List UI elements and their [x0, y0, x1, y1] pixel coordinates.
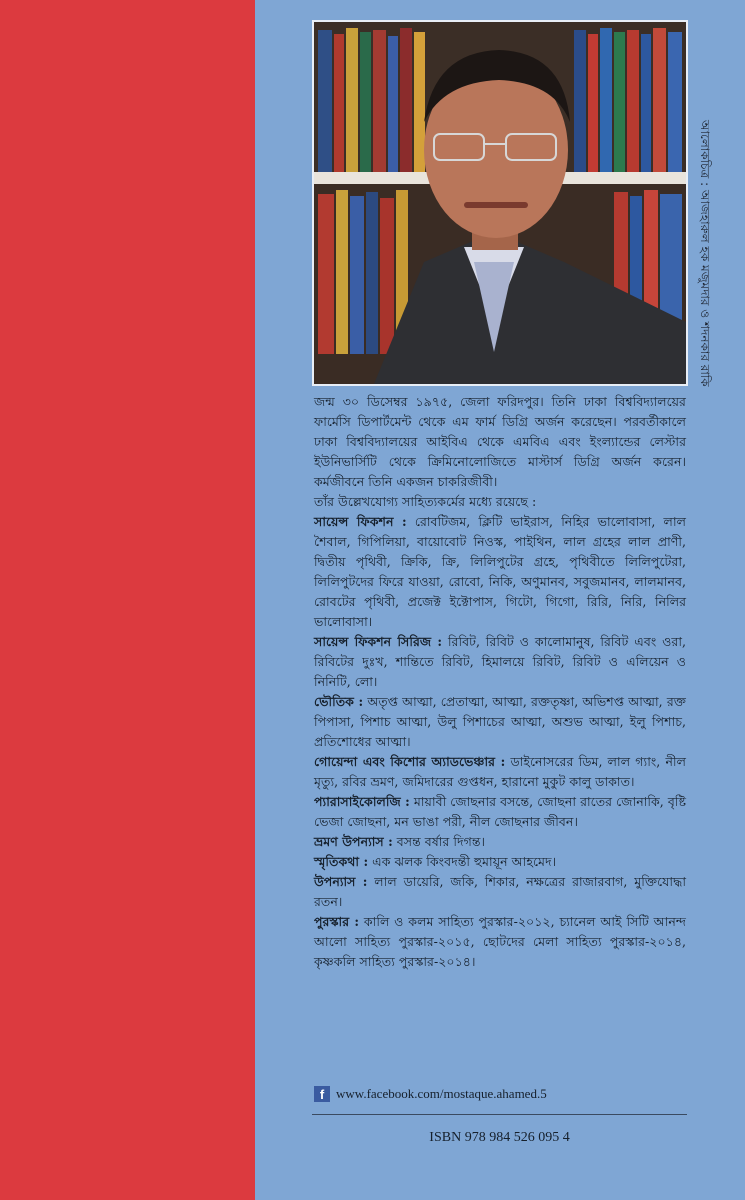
category-title: সায়েন্স ফিকশন সিরিজ : [314, 634, 443, 649]
facebook-link[interactable] [314, 1086, 547, 1102]
category-travel-novel [314, 832, 686, 852]
category-title: স্মৃতিকথা : [314, 854, 369, 869]
category-items: মায়াবী জোছনার বসন্তে, জোছনা রাতের জোনাকি, বৃষ্টি ভেজা জোছনা, মন ভাঙা পরী, নীল জোছনার জীবন। [314, 794, 686, 829]
photo-credit: আলোকচিত্র : আজহারুল হক মজুমদার ও শদনকার রাকি [698, 120, 712, 387]
red-spine [0, 0, 255, 1200]
category-title: ভৌতিক : [314, 694, 364, 709]
bio-intro: জন্ম ৩০ ডিসেম্বর ১৯৭৫, জেলা ফরিদপুর। তিনি ঢাকা বিশ্ববিদ্যালয়ের ফার্মেসি ডিপার্টমেন্ট থেকে এম ফার্ম ডিগ্রি অর্জন করেছেন। পরবর্তীকালে ঢাকা বিশ্ববিদ্যালয়ের আইবিএ থেকে এমবিএ এবং ইংল্যান্ডের লেস্টার ইউনিভার্সিটি থেকে ক্রিমিনোলোজিতে মাস্টার্স ডিগ্রি অর্জন করেন। কর্মজীবনে তিনি একজন চাকরিজীবী। [314, 394, 686, 489]
category-parapsychology [314, 792, 686, 832]
category-title: ভ্রমণ উপন্যাস : [314, 834, 393, 849]
divider [312, 1114, 687, 1115]
category-title: গোয়েন্দা এবং কিশোর অ্যাডভেঞ্চার : [314, 754, 506, 769]
category-science-fiction [314, 512, 686, 632]
category-horror [314, 692, 686, 752]
works-intro: তাঁর উল্লেখযোগ্য সাহিত্যকর্মের মধ্যে রয়েছে : [314, 494, 537, 509]
isbn-text: ISBN 978 984 526 095 4 [429, 1130, 570, 1145]
category-title: উপন্যাস : [314, 874, 368, 889]
category-items: কালি ও কলম সাহিত্য পুরস্কার-২০১২, চ্যানেল আই সিটি আনন্দ আলো সাহিত্য পুরস্কার-২০১৫, ছোটদের মেলা সাহিত্য পুরস্কার-২০১৪, কৃষ্ণকলি সাহিত্য পুরস্কার-২০১৪। [314, 914, 686, 969]
category-awards [314, 912, 686, 972]
category-items: ডাইনোসরের ডিম, লাল গ্যাং, নীল মৃত্যু, রবির ভ্রমণ, জমিদারের গুপ্তধন, হারানো মুকুট কালু ডাকাত। [314, 754, 686, 789]
category-items: অতৃপ্ত আত্মা, প্রেতাত্মা, আত্মা, রক্ততৃষ্ণা, অভিশপ্ত আত্মা, রক্ত পিপাসা, পিশাচ আত্মা, উলু পিশাচের আত্মা, অশুভ আত্মা, ইলু পিশাচ, প্রতিশোধের আত্মা। [314, 694, 686, 749]
category-detective [314, 752, 686, 792]
category-science-fiction-series [314, 632, 686, 692]
category-title: পুরস্কার : [314, 914, 360, 929]
facebook-url[interactable]: www.facebook.com/mostaque.ahamed.5 [336, 1086, 547, 1101]
category-items: এক ঝলক কিংবদন্তী হুমায়ূন আহমেদ। [372, 854, 557, 869]
category-title: প্যারাসাইকোলজি : [314, 794, 410, 809]
author-bio [314, 392, 686, 972]
category-items: লাল ডায়েরি, জকি, শিকার, নক্ষত্রের রাজারবাগ, মুক্তিযোদ্ধা রতন। [314, 874, 686, 909]
facebook-icon: f [314, 1086, 330, 1102]
category-novel [314, 872, 686, 912]
category-items: রোবটিজম, ক্লিটি ভাইরাস, নিহির ভালোবাসা, লাল শৈবাল, গিপিলিয়া, বায়োবোট নিওস্ক, পাইথিন, লাল গ্রহের লাল প্রাণী, দ্বিতীয় পৃথিবী, ক্রিকি, ক্রি, লিলিপুটের গ্রহে, পৃথিবীতে লিলিপুটেরা, লিলিপুটদের ফিরে যাওয়া, রোবো, নিকি, অণুমানব, সবুজমানব, লালমানব, রোবটের পৃথিবী, প্রজেক্ট ইক্টোপাস, গিটো, গিগো, রিরি, নিরি, নিলির ভালোবাসা। [314, 514, 686, 629]
category-items: রিবিট, রিবিট ও কালোমানুষ, রিবিট এবং ওরা, রিবিটের দুঃখ, শান্তিতে রিবিট, হিমালয়ে রিবিট, রিবিট ও এলিয়েন ও নিনিটি, লো। [314, 634, 686, 689]
category-title: সায়েন্স ফিকশন : [314, 514, 407, 529]
author-photo [312, 20, 688, 386]
category-memoir [314, 852, 686, 872]
category-items: বসন্ত বর্ষার দিগন্ত। [396, 834, 486, 849]
